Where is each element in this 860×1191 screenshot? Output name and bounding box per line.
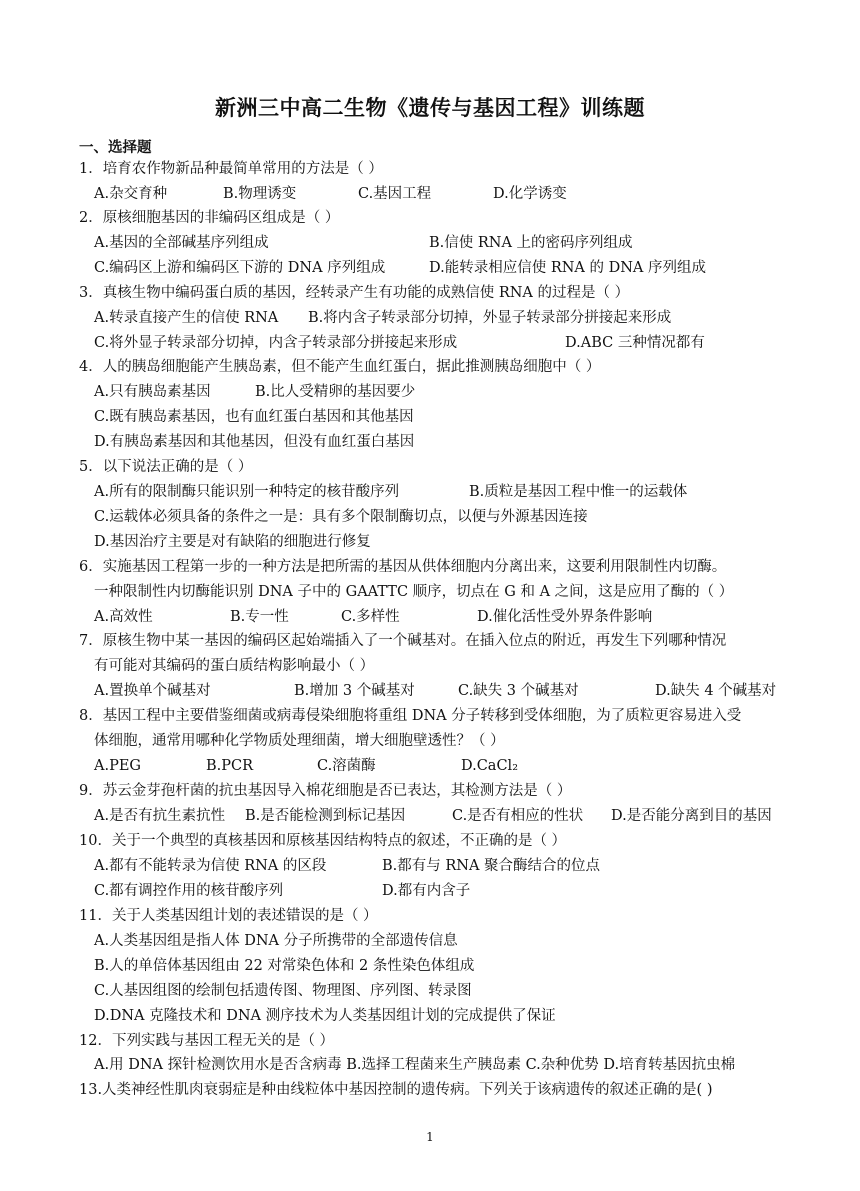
option-text: B.专一性 <box>230 609 289 625</box>
option-text: A.是否有抗生素抗性 <box>94 808 226 824</box>
option-text: D.缺失 4 个碱基对 <box>655 683 777 699</box>
option-text: A.只有胰岛素基因 <box>94 384 211 400</box>
option-text: 体细胞，通常用哪种化学物质处理细菌，增大细胞壁透性？（ ） <box>94 733 505 749</box>
option-text: B.增加 3 个碱基对 <box>294 683 415 699</box>
option-text: A.高效性 <box>94 609 153 625</box>
option-text: D.催化活性受外界条件影响 <box>477 609 653 625</box>
question-text: 1．培育农作物新品种最简单常用的方法是（ ） <box>79 161 383 177</box>
option-text: A.基因的全部碱基序列组成 <box>94 235 269 251</box>
option-text: D.DNA 克隆技术和 DNA 测序技术为人类基因组计划的完成提供了保证 <box>94 1008 556 1024</box>
option-text: 有可能对其编码的蛋白质结构影响最小（ ） <box>94 658 375 674</box>
option-text: A.置换单个碱基对 <box>94 683 211 699</box>
option-text: B.是否能检测到标记基因 <box>245 808 406 824</box>
option-text: A.所有的限制酶只能识别一种特定的核苷酸序列 <box>94 484 400 500</box>
option-text: C.编码区上游和编码区下游的 DNA 序列组成 <box>94 260 386 276</box>
option-text: B.人的单倍体基因组由 22 对常染色体和 2 条性染色体组成 <box>94 958 475 974</box>
option-text: B.都有与 RNA 聚合酶结合的位点 <box>382 858 601 874</box>
option-text: B.比人受精卵的基因要少 <box>255 384 416 400</box>
option-text: A.杂交育种 <box>94 186 168 202</box>
option-text: D.CaCl₂ <box>461 758 519 774</box>
question-text: 10．关于一个典型的真核基因和原核基因结构特点的叙述，不正确的是（ ） <box>79 833 567 849</box>
question-text: 2．原核细胞基因的非编码区组成是（ ） <box>79 210 340 226</box>
option-text: D.化学诱变 <box>493 186 567 202</box>
question-text: 8．基因工程中主要借鉴细菌或病毒侵染细胞将重组 DNA 分子转移到受体细胞，为了质粒更容易进入受 <box>79 708 742 724</box>
question-text: 7．原核生物中某一基因的编码区起始端插入了一个碱基对。在插入位点的附近，再发生下列哪种情况 <box>79 633 727 649</box>
option-text: C.既有胰岛素基因，也有血红蛋白基因和其他基因 <box>94 409 414 425</box>
option-text: B.物理诱变 <box>223 186 297 202</box>
question-text: 9．苏云金芽孢杆菌的抗虫基因导入棉花细胞是否已表达，其检测方法是（ ） <box>79 783 572 799</box>
option-text: C.缺失 3 个碱基对 <box>458 683 579 699</box>
option-text: D.基因治疗主要是对有缺陷的细胞进行修复 <box>94 534 371 550</box>
option-text: B.将内含子转录部分切掉，外显子转录部分拼接起来形成 <box>308 310 672 326</box>
option-text: A.转录直接产生的信使 RNA <box>94 310 279 326</box>
question-text: 12．下列实践与基因工程无关的是（ ） <box>79 1033 335 1049</box>
option-text: D.都有内含子 <box>382 883 471 899</box>
option-text: 一种限制性内切酶能识别 DNA 子中的 GAATTC 顺序，切点在 G 和 A 之间，这是应用了酶的（ ） <box>94 584 734 600</box>
option-text: C.人基因组图的绘制包括遗传图、物理图、序列图、转录图 <box>94 983 472 999</box>
option-text: B.PCR <box>206 758 254 774</box>
option-text: A.都有不能转录为信使 RNA 的区段 <box>94 858 327 874</box>
option-text: D.能转录相应信使 RNA 的 DNA 序列组成 <box>429 260 707 276</box>
section-heading: 一、选择题 <box>79 139 152 156</box>
option-text: B.信使 RNA 上的密码序列组成 <box>429 235 633 251</box>
page-number: 1 <box>426 1130 434 1144</box>
question-text: 6．实施基因工程第一步的一种方法是把所需的基因从供体细胞内分离出来，这要利用限制性内切酶。 <box>79 559 727 575</box>
option-text: C.基因工程 <box>358 186 432 202</box>
question-text: 5．以下说法正确的是（ ） <box>79 459 253 475</box>
option-text: C.都有调控作用的核苷酸序列 <box>94 883 284 899</box>
question-text: 3．真核生物中编码蛋白质的基因，经转录产生有功能的成熟信使 RNA 的过程是（ ） <box>79 285 630 301</box>
option-text: C.溶菌酶 <box>317 758 376 774</box>
option-text: C.多样性 <box>341 609 400 625</box>
option-text: D.是否能分离到目的基因 <box>611 808 772 824</box>
option-text: D.ABC 三种情况都有 <box>565 335 705 351</box>
question-text: 11．关于人类基因组计划的表述错误的是（ ） <box>79 908 378 924</box>
page-title: 新洲三中高二生物《遗传与基因工程》训练题 <box>215 95 645 120</box>
option-text: A.人类基因组是指人体 DNA 分子所携带的全部遗传信息 <box>94 933 458 949</box>
question-text: 13.人类神经性肌肉衰弱症是种由线粒体中基因控制的遗传病。下列关于该病遗传的叙述正确的是( ) <box>79 1082 713 1098</box>
option-text: C.运载体必须具备的条件之一是：具有多个限制酶切点，以便与外源基因连接 <box>94 509 588 525</box>
option-text: C.是否有相应的性状 <box>452 808 584 824</box>
option-text: D.有胰岛素基因和其他基因，但没有血红蛋白基因 <box>94 434 415 450</box>
option-text: A.用 DNA 探针检测饮用水是否含病毒 B.选择工程菌来生产胰岛素 C.杂种优势 D.培育转基因抗虫棉 <box>94 1057 736 1073</box>
option-text: B.质粒是基因工程中惟一的运载体 <box>469 484 688 500</box>
question-text: 4．人的胰岛细胞能产生胰岛素，但不能产生血红蛋白，据此推测胰岛细胞中（ ） <box>79 359 601 375</box>
option-text: C.将外显子转录部分切掉，内含子转录部分拼接起来形成 <box>94 335 458 351</box>
option-text: A.PEG <box>94 758 142 774</box>
